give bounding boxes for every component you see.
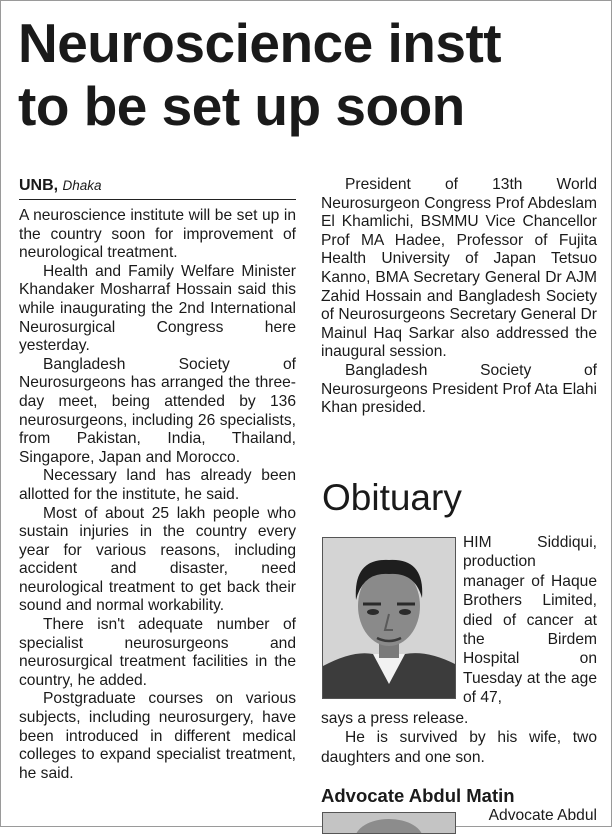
obituary-paragraph: says a press release.	[321, 710, 469, 727]
article-column-left	[19, 207, 296, 783]
article-paragraph: Bangladesh Society of Neurosurgeons has arranged the three-day meet, being attended by 136 neurosurgeons, including 26 specialists, from Pakistan, India, Thailand, Singapore, Japan and Morocco.	[19, 355, 296, 466]
headline	[18, 12, 598, 138]
article-paragraph: Health and Family Welfare Minister Khandaker Mosharraf Hossain said this while inaugurating the 2nd International Neurosurgical Congress here yesterday.	[19, 262, 296, 355]
obituary-photo	[322, 537, 456, 699]
byline-agency: UNB,	[19, 177, 59, 194]
article-paragraph: Bangladesh Society of Neurosurgeons President Prof Ata Elahi Khan presided.	[321, 361, 597, 417]
article-paragraph: Most of about 25 lakh people who sustain injuries in the country every year for various reasons, including accident and disaster, need neurological treatment to get back their sound and normal workability.	[19, 504, 296, 615]
obituary-heading: Obituary	[322, 477, 462, 518]
article-paragraph: A neuroscience institute will be set up in the country soon for improvement of neurological treatment.	[19, 207, 296, 262]
byline	[19, 176, 296, 196]
portrait-image-2	[323, 813, 455, 833]
byline-rule	[19, 199, 296, 200]
portrait-image	[323, 538, 455, 698]
article-paragraph: Postgraduate courses on various subjects, including neurosurgery, have been introduced in different medical colleges to expand specialist treatment, he said.	[19, 690, 296, 782]
obituary-entry-2-side-text: Advocate Abdul	[488, 807, 597, 824]
article-paragraph: President of 13th World Neurosurgeon Congress Prof Abdeslam El Khamlichi, BSMMU Vice Chancellor Prof MA Hadee, Professor of Fujita Health University of Japan Tetsuo Kanno, BMA Secretary General Dr AJM Zahid Hossain and Bangladesh Society of Neurosurgeons Secretary General Dr Mainul Haq Sarkar also addressed the inaugural session.	[321, 176, 597, 361]
byline-place: Dhaka	[62, 178, 102, 193]
article-column-right	[321, 176, 597, 418]
headline-line-2: to be set up soon	[18, 75, 465, 137]
obituary-entry-1-side-text: HIM Siddiqui, production manager of Haque Brothers Limited, died of cancer at the Birdem Hospital on Tuesday at the age of 47,	[463, 534, 597, 707]
obituary-photo-2	[322, 812, 456, 834]
obituary-entry-2-name: Advocate Abdul Matin	[321, 785, 515, 806]
obituary-paragraph: He is survived by his wife, two daughters and one son.	[321, 729, 597, 766]
headline-line-1: Neuroscience instt	[18, 12, 502, 74]
article-paragraph: Necessary land has already been allotted for the institute, he said.	[19, 467, 296, 503]
article-paragraph: There isn't adequate number of specialist neurosurgeons and neurosurgical treatment facilities in the country, he added.	[19, 616, 296, 689]
obituary-entry-1-text	[321, 709, 597, 767]
